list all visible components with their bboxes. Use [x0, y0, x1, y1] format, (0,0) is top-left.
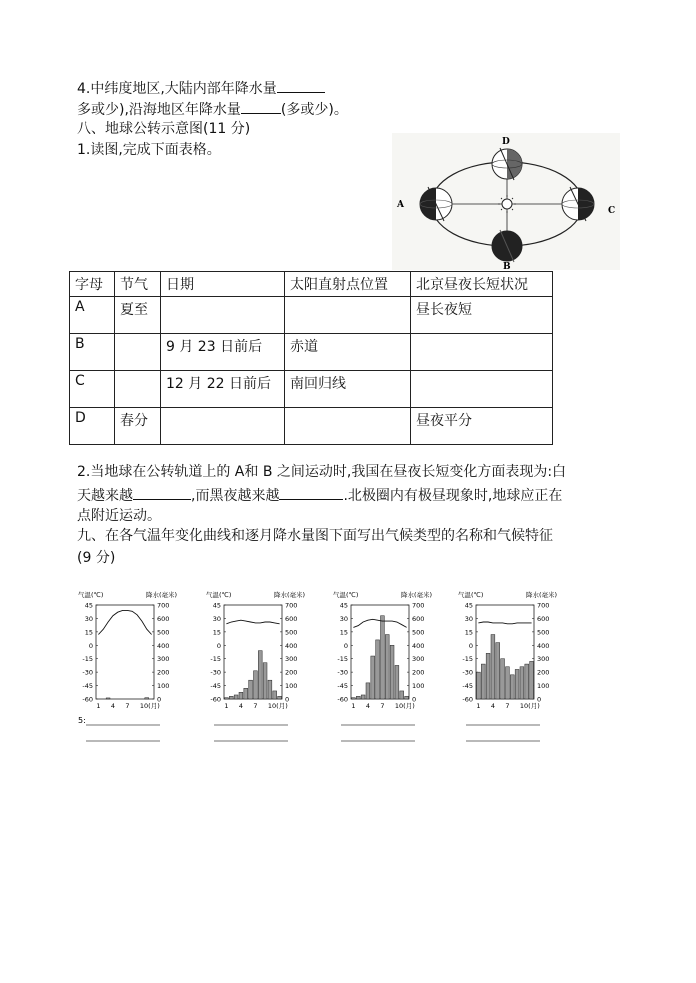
row-label: 5:: [78, 716, 86, 725]
table-cell[interactable]: 昼长夜短: [411, 297, 553, 334]
right-axis-title: 降水(毫米): [401, 591, 433, 599]
precip-bar: [145, 698, 149, 699]
left-tick-label: -30: [337, 668, 348, 677]
table-cell: D: [70, 408, 115, 445]
x-tick-label: 4: [490, 702, 496, 710]
answer-blank[interactable]: [133, 485, 191, 500]
question-2-line1: 2.当地球在公转轨道上的 A和 B 之间运动时,我国在昼夜长短变化方面表现为:白: [77, 464, 567, 480]
left-tick-label: 45: [464, 601, 473, 610]
temperature-curve: [98, 610, 151, 634]
right-axis-title: 降水(毫米): [146, 591, 178, 599]
left-tick-label: -60: [82, 695, 93, 704]
precip-bar: [515, 669, 519, 699]
right-tick-label: 700: [285, 601, 298, 610]
plot-frame: [351, 605, 409, 699]
table-cell[interactable]: [115, 334, 161, 371]
precip-bar: [385, 635, 389, 699]
x-tick-label: 1: [351, 702, 356, 710]
precip-bar: [258, 651, 262, 699]
right-tick-label: 300: [412, 655, 425, 664]
table-header-cell: 北京昼夜长短状况: [411, 272, 553, 297]
x-tick-label: 10(月): [267, 702, 288, 710]
x-tick-label: 10(月): [139, 702, 160, 710]
precip-bar: [268, 680, 272, 699]
table-header-row: [70, 272, 553, 297]
right-tick-label: 400: [285, 641, 298, 650]
table-cell[interactable]: [115, 371, 161, 408]
table-header-cell: 太阳直射点位置: [285, 272, 411, 297]
precip-bar: [371, 656, 375, 699]
table-header-cell: 节气: [115, 272, 161, 297]
section-9-subtitle: (9 分): [77, 550, 116, 566]
precip-bar: [477, 672, 481, 699]
left-tick-label: -60: [210, 695, 221, 704]
left-tick-label: -60: [462, 695, 473, 704]
question-2-text-b: ,而黑夜越来越: [191, 488, 280, 504]
right-axis-title: 降水(毫米): [526, 591, 558, 599]
precip-bar: [356, 696, 360, 699]
precip-bar: [249, 680, 253, 699]
orbit-label-b: B: [503, 262, 511, 272]
x-tick-label: 1: [96, 702, 101, 710]
table-cell[interactable]: 夏至: [115, 297, 161, 334]
precip-bar: [229, 696, 233, 699]
left-tick-label: -15: [337, 655, 348, 664]
precip-bar: [361, 695, 365, 699]
answer-blank[interactable]: [241, 99, 281, 114]
x-tick-label: 1: [476, 702, 481, 710]
table-cell[interactable]: 昼夜平分: [411, 408, 553, 445]
right-tick-label: 400: [412, 641, 425, 650]
table-cell[interactable]: [161, 297, 285, 334]
orbit-label-c: C: [608, 206, 616, 216]
section-8-title: 八、地球公转示意图(11 分): [77, 121, 251, 137]
x-tick-label: 7: [505, 702, 510, 710]
table-cell[interactable]: [285, 408, 411, 445]
left-tick-label: 0: [216, 641, 221, 650]
precip-bar: [400, 691, 404, 699]
right-tick-label: 500: [412, 628, 425, 637]
right-tick-label: 200: [412, 668, 425, 677]
precip-bar: [510, 675, 514, 699]
x-tick-label: 4: [365, 702, 371, 710]
right-tick-label: 200: [285, 668, 298, 677]
right-tick-label: 700: [537, 601, 550, 610]
left-tick-label: 45: [339, 601, 348, 610]
right-tick-label: 100: [412, 682, 425, 691]
right-tick-label: 0: [412, 695, 417, 704]
precip-bar: [395, 665, 399, 699]
left-tick-label: -15: [462, 655, 473, 664]
precip-bar: [278, 696, 282, 699]
climate-chart-3: [333, 590, 432, 741]
right-tick-label: 200: [157, 668, 170, 677]
left-tick-label: -15: [210, 655, 221, 664]
left-axis-title: 气温(℃): [78, 591, 104, 599]
right-tick-label: 600: [412, 614, 425, 623]
left-axis-title: 气温(℃): [333, 591, 359, 599]
left-tick-label: 30: [212, 614, 221, 623]
right-tick-label: 600: [285, 614, 298, 623]
table-cell[interactable]: [285, 297, 411, 334]
right-tick-label: 700: [157, 601, 170, 610]
x-tick-label: 4: [238, 702, 244, 710]
x-tick-label: 4: [110, 702, 116, 710]
earth-position-d: [492, 148, 522, 180]
precip-bar: [273, 691, 277, 699]
left-tick-label: -30: [210, 668, 221, 677]
table-cell[interactable]: [161, 408, 285, 445]
precip-bar: [263, 663, 267, 699]
earth-position-a: [420, 187, 452, 221]
x-tick-label: 7: [380, 702, 385, 710]
right-tick-label: 300: [537, 655, 550, 664]
climate-chart-1: [78, 590, 177, 741]
right-tick-label: 300: [157, 655, 170, 664]
precip-bar: [530, 661, 534, 699]
table-header-cell: 字母: [70, 272, 115, 297]
table-cell[interactable]: 春分: [115, 408, 161, 445]
right-tick-label: 100: [537, 682, 550, 691]
x-tick-label: 10(月): [394, 702, 415, 710]
left-tick-label: -45: [82, 682, 93, 691]
left-tick-label: -45: [462, 682, 473, 691]
plot-frame: [96, 605, 154, 699]
plot-frame: [224, 605, 282, 699]
table-cell[interactable]: 12 月 22 日前后: [161, 371, 285, 408]
left-tick-label: 15: [464, 628, 473, 637]
answer-blank[interactable]: [279, 485, 343, 500]
x-tick-label: 7: [125, 702, 130, 710]
climate-chart-4: [458, 590, 557, 741]
precip-bar: [525, 664, 529, 699]
precip-bar: [405, 696, 409, 699]
right-tick-label: 0: [157, 695, 162, 704]
left-tick-label: 0: [468, 641, 473, 650]
left-tick-label: 15: [84, 628, 93, 637]
precip-bar: [496, 643, 500, 699]
right-tick-label: 300: [285, 655, 298, 664]
table-row: [70, 297, 553, 334]
right-tick-label: 500: [157, 628, 170, 637]
left-tick-label: 45: [212, 601, 221, 610]
right-tick-label: 0: [537, 695, 542, 704]
question-2-line2: [77, 485, 562, 505]
left-tick-label: -45: [210, 682, 221, 691]
question-2-line3: 点附近运动。: [77, 508, 161, 524]
question-4-text-b: 多或少),沿海地区年降水量: [77, 102, 241, 118]
precip-bar: [506, 667, 510, 699]
question-4-text-a: 4.中纬度地区,大陆内部年降水量: [77, 81, 277, 97]
left-tick-label: 30: [339, 614, 348, 623]
table-cell: B: [70, 334, 115, 371]
left-tick-label: 0: [88, 641, 93, 650]
precip-bar: [481, 664, 485, 699]
question-2-text-c: .北极圈内有极昼现象时,地球应正在: [343, 488, 563, 504]
table-cell[interactable]: [411, 334, 553, 371]
left-tick-label: 30: [464, 614, 473, 623]
precip-bar: [491, 635, 495, 699]
climate-charts: [78, 585, 558, 760]
right-tick-label: 100: [157, 682, 170, 691]
left-tick-label: 15: [339, 628, 348, 637]
question-4-line2: [77, 99, 348, 119]
left-tick-label: -45: [337, 682, 348, 691]
precip-bar: [244, 688, 248, 699]
temperature-curve: [226, 620, 279, 624]
orbit-label-d: D: [502, 137, 510, 147]
right-tick-label: 0: [285, 695, 290, 704]
question-1-prompt: 1.读图,完成下面表格。: [77, 142, 221, 158]
precip-bar: [106, 698, 110, 699]
left-axis-title: 气温(℃): [458, 591, 484, 599]
earth-orbit-diagram: [392, 133, 620, 270]
precip-bar: [501, 659, 505, 699]
left-tick-label: -15: [82, 655, 93, 664]
left-axis-title: 气温(℃): [206, 591, 232, 599]
temperature-curve: [478, 622, 531, 624]
x-tick-label: 7: [253, 702, 258, 710]
table-cell: C: [70, 371, 115, 408]
table-row: [70, 371, 553, 408]
precip-bar: [239, 692, 243, 699]
precip-bar: [225, 698, 229, 699]
precip-bar: [486, 653, 490, 699]
table-cell[interactable]: 赤道: [285, 334, 411, 371]
table-row: [70, 334, 553, 371]
precip-bar: [381, 616, 385, 699]
table-cell[interactable]: 南回归线: [285, 371, 411, 408]
precip-bar: [520, 667, 524, 699]
table-cell: A: [70, 297, 115, 334]
earth-position-c: [562, 187, 594, 221]
right-tick-label: 100: [285, 682, 298, 691]
section-9-title: 九、在各气温年变化曲线和逐月降水量图下面写出气候类型的名称和气候特征: [77, 528, 553, 544]
left-tick-label: -30: [462, 668, 473, 677]
left-tick-label: 0: [343, 641, 348, 650]
precip-bar: [376, 640, 380, 699]
right-tick-label: 400: [157, 641, 170, 650]
left-tick-label: 30: [84, 614, 93, 623]
table-cell[interactable]: 9 月 23 日前后: [161, 334, 285, 371]
table-cell[interactable]: [411, 371, 553, 408]
earth-position-b: [492, 230, 522, 262]
precip-bar: [254, 671, 258, 699]
precip-bar: [390, 645, 394, 699]
x-tick-label: 10(月): [519, 702, 540, 710]
answer-blank[interactable]: [277, 78, 325, 93]
orbit-label-a: A: [397, 200, 404, 210]
question-4-text-c: (多或少)。: [280, 102, 348, 118]
right-tick-label: 400: [537, 641, 550, 650]
temperature-curve: [353, 619, 406, 627]
x-tick-label: 1: [224, 702, 229, 710]
table-row: [70, 408, 553, 445]
question-4-line1: [77, 78, 325, 98]
table-header-cell: 日期: [161, 272, 285, 297]
left-tick-label: 45: [84, 601, 93, 610]
precip-bar: [366, 683, 370, 699]
climate-chart-2: [206, 590, 305, 741]
right-tick-label: 600: [537, 614, 550, 623]
right-tick-label: 600: [157, 614, 170, 623]
right-tick-label: 200: [537, 668, 550, 677]
left-tick-label: -60: [337, 695, 348, 704]
right-axis-title: 降水(毫米): [274, 591, 306, 599]
precip-bar: [234, 695, 238, 699]
right-tick-label: 500: [285, 628, 298, 637]
left-tick-label: -30: [82, 668, 93, 677]
precip-bar: [352, 698, 356, 699]
right-tick-label: 700: [412, 601, 425, 610]
question-2-text-a: 天越来越: [77, 488, 133, 504]
left-tick-label: 15: [212, 628, 221, 637]
orbit-table: [69, 271, 553, 445]
right-tick-label: 500: [537, 628, 550, 637]
